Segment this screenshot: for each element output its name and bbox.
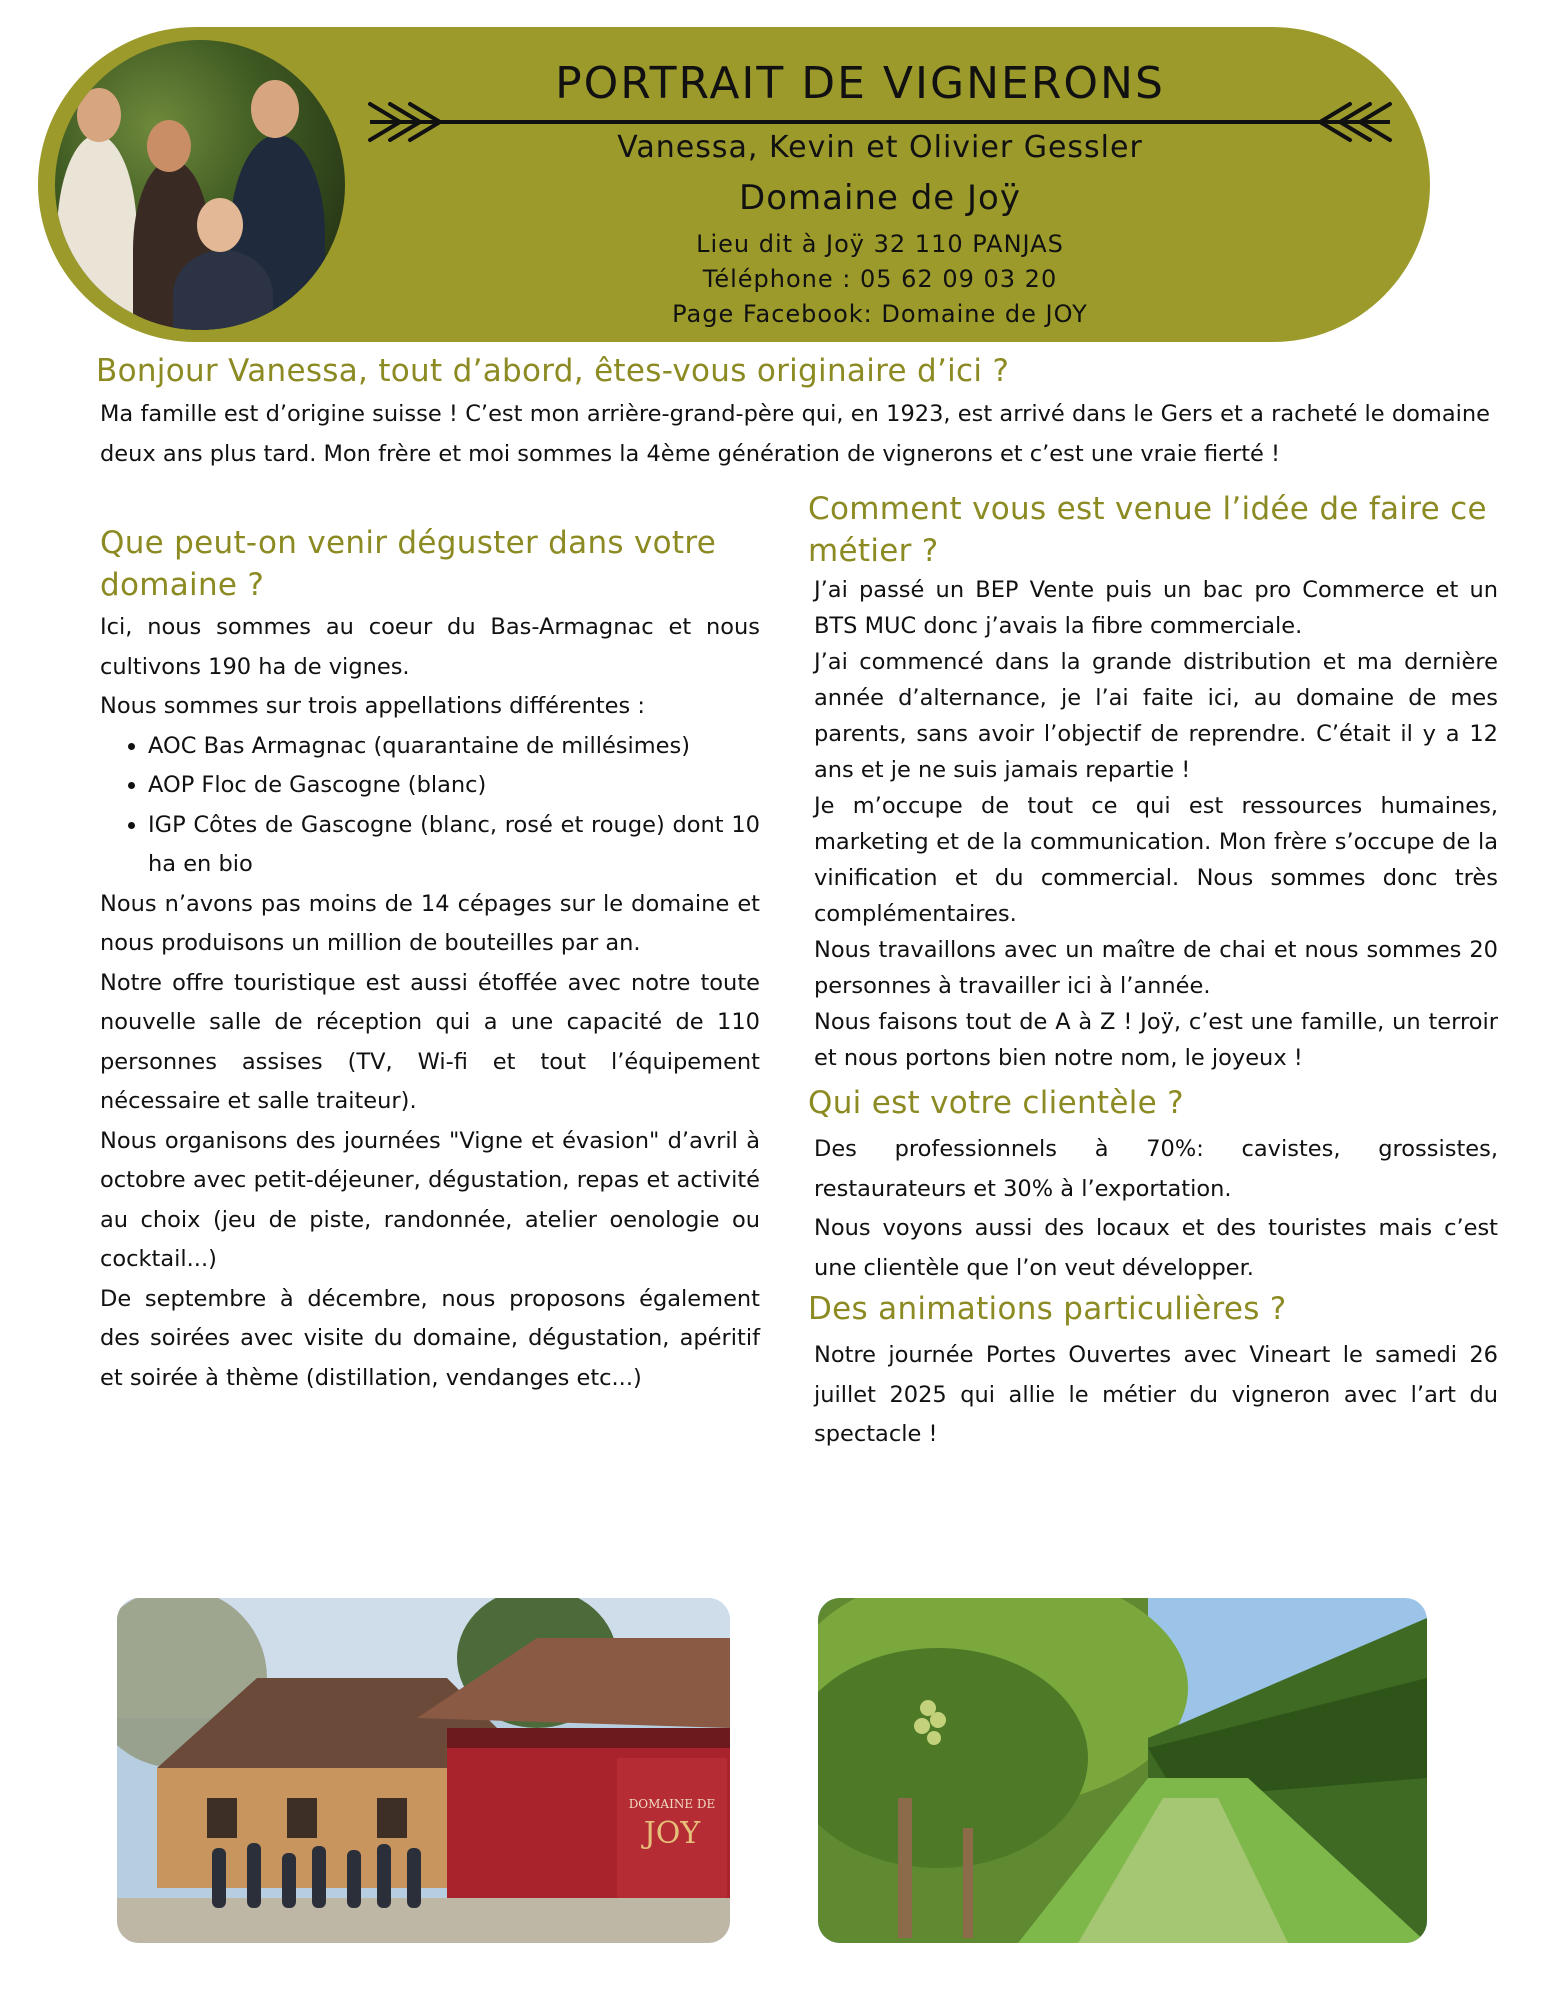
- events-paragraph: Notre journée Portes Ouvertes avec Vineart le samedi 26 juillet 2025 qui allie le métier du vigneron avec l’art du spectacle !: [814, 1342, 1498, 1447]
- page-title: PORTRAIT DE VIGNERONS: [555, 58, 1165, 109]
- question-events: Des animations particulières ?: [808, 1291, 1287, 1327]
- facebook-page: Page Facebook: Domaine de JOY: [672, 300, 1088, 328]
- winemaker-names: Vanessa, Kevin et Olivier Gessler: [617, 130, 1143, 165]
- address: Lieu dit à Joÿ 32 110 PANJAS: [696, 230, 1064, 258]
- question-clientele: Qui est votre clientèle ?: [808, 1085, 1184, 1121]
- answer-origin: Ma famille est d’origine suisse ! C’est mon arrière-grand-père qui, en 1923, est arrivé dans le Gers et a racheté le domaine deux ans plus tard. Mon frère et moi sommes la 4ème génération de vignerons et c’est une vraie fierté !: [100, 401, 1490, 467]
- vineyard-photo: [818, 1598, 1427, 1943]
- career-paragraph: Nous travaillons avec un maître de chai et nous sommes 20 personnes à travailler ici à l’année.: [814, 937, 1498, 999]
- domain-building-photo: [117, 1598, 730, 1943]
- clientele-paragraph: Nous voyons aussi des locaux et des touristes mais c’est une clientèle que l’on veut développer.: [814, 1215, 1498, 1281]
- appellations-list: [100, 727, 760, 885]
- tasting-paragraph: Ici, nous sommes au coeur du Bas-Armagnac et nous cultivons 190 ha de vignes.: [100, 614, 760, 680]
- list-item: • IGP Côtes de Gascogne (blanc, rosé et rouge) dont 10 ha en bio: [148, 806, 760, 885]
- tasting-paragraph: De septembre à décembre, nous proposons également des soirées avec visite du domaine, dégustation, apéritif et soirée à thème (distillation, vendanges etc...): [100, 1285, 760, 1391]
- tasting-paragraph: Nous n’avons pas moins de 14 cépages sur le domaine et nous produisons un million de bouteilles par an.: [100, 890, 760, 956]
- tasting-paragraph: Nous sommes sur trois appellations différentes :: [100, 693, 645, 719]
- clientele-paragraph: Des professionnels à 70%: cavistes, grossistes, restaurateurs et 30% à l’exportation.: [814, 1136, 1498, 1202]
- sign-logo: JOY: [643, 1816, 701, 1851]
- right-column: [808, 488, 1498, 1455]
- list-item: • AOC Bas Armagnac (quarantaine de millésimes): [148, 727, 760, 767]
- career-paragraph: J’ai passé un BEP Vente puis un bac pro Commerce et un BTS MUC donc j’avais la fibre commerciale.: [814, 577, 1498, 639]
- career-paragraph: Je m’occupe de tout ce qui est ressources humaines, marketing et de la communication. Mon frère s’occupe de la vinification et du commercial. Nous sommes donc très complémentaires.: [814, 793, 1498, 927]
- list-item: • AOP Floc de Gascogne (blanc): [148, 766, 760, 806]
- career-paragraph: J’ai commencé dans la grande distribution et ma dernière année d’alternance, je l’ai faite ici, au domaine de mes parents, sans avoir l’objectif de reprendre. C’était il y a 12 ans et je ne suis jamais repartie !: [814, 649, 1498, 783]
- tasting-paragraph: Nous organisons des journées "Vigne et évasion" d’avril à octobre avec petit-déjeuner, dégustation, repas et activité au choix (jeu de piste, randonnée, atelier oenologie ou cocktail...): [100, 1127, 760, 1272]
- tasting-paragraph: Notre offre touristique est aussi étoffée avec notre toute nouvelle salle de réception qui a une capacité de 110 personnes assises (TV, Wi-fi et tout l’équipement nécessaire et salle traiteur).: [100, 969, 760, 1114]
- phone: Téléphone : 05 62 09 03 20: [702, 265, 1058, 293]
- question-tasting: Que peut-on venir déguster dans votre domaine ?: [100, 525, 717, 603]
- domain-name: Domaine de Joÿ: [739, 178, 1021, 218]
- sign-text: DOMAINE DE: [628, 1797, 716, 1811]
- career-paragraph: Nous faisons tout de A à Z ! Joÿ, c’est une famille, un terroir et nous portons bien notre nom, le joyeux !: [814, 1009, 1498, 1071]
- question-career: Comment vous est venue l’idée de faire ce métier ?: [808, 491, 1487, 569]
- left-column: [100, 522, 760, 1398]
- family-portrait-photo: [55, 40, 345, 330]
- question-origin: Bonjour Vanessa, tout d’abord, êtes-vous originaire d’ici ?: [96, 353, 1010, 389]
